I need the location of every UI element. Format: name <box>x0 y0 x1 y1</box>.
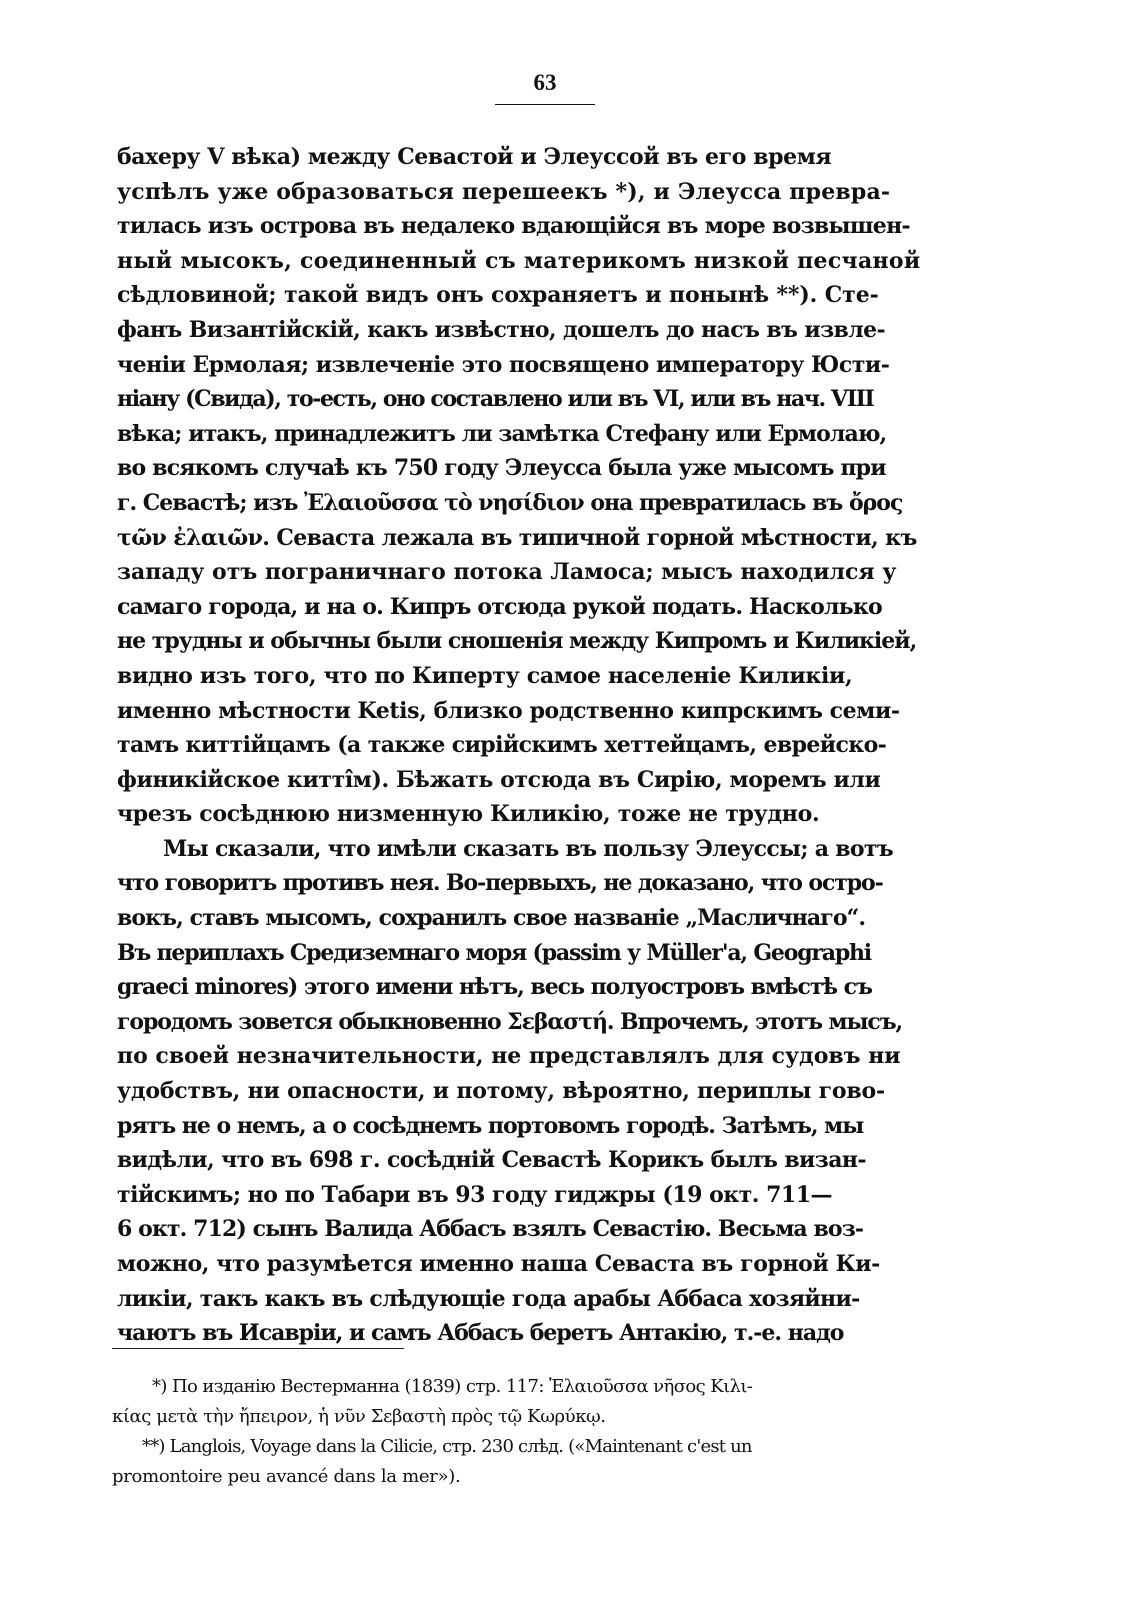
text-line: успѣлъ уже образоваться перешеекъ *), и Элеусса превра- <box>117 178 891 205</box>
text-line: не трудны и обычны были сношенія между Кипромъ и Киликіей, <box>117 628 917 655</box>
text-line: graeci minores) этого имени нѣтъ, весь полуостровъ вмѣстѣ съ <box>117 974 872 1001</box>
footnote-line: promontoire peu avancé dans la mer»). <box>112 1466 461 1487</box>
text-line: чаютъ въ Исавріи, и самъ Аббасъ беретъ Антакію, т.-е. надо <box>117 1320 844 1347</box>
text-line: можно, что разумѣется именно наша Севаста въ горной Ки- <box>117 1251 880 1277</box>
text-line: видѣли, что въ 698 г. сосѣдній Севастѣ Корикъ былъ визан- <box>117 1147 866 1174</box>
text-line: что говоритъ противъ нея. Во-первыхъ, не доказано, что остро- <box>117 870 883 897</box>
footnotes <box>112 1372 982 1492</box>
text-line: городомъ зовется обыкновенно Σεβαστή. Впрочемъ, этотъ мысъ, <box>117 1008 903 1035</box>
header-rule <box>495 104 595 105</box>
text-line: ніану (Свида), то-есть, оно составлено или въ VI, или въ нач. VIII <box>117 386 874 413</box>
text-line: бахеру V вѣка) между Севастой и Элеуссой въ его время <box>117 144 832 170</box>
footnote-separator <box>112 1348 404 1349</box>
text-line: финикійское киттîм). Бѣжать отсюда въ Сирію, моремъ или <box>117 766 881 793</box>
footnote-line: **) Langlois, Voyage dans la Cilicie, стр. 230 слѣд. («Maintenant c'est un <box>142 1436 752 1457</box>
body-text <box>117 140 977 1351</box>
text-line: по своей незначительности, не представлялъ для судовъ ни <box>117 1043 901 1070</box>
text-line: вокъ, ставъ мысомъ, сохранилъ свое названіе „Масличнаго“. <box>117 905 866 932</box>
text-line: видно изъ того, что по Киперту самое населеніе Киликіи, <box>117 662 853 689</box>
footnote-line: κίας μετὰ τὴν ἤπειρον, ἡ νῦν Σεβαστὴ πρὸς τῷ Κωρύκῳ. <box>112 1406 606 1427</box>
text-line: рятъ не о немъ, а о сосѣднемъ портовомъ городѣ. Затѣмъ, мы <box>117 1112 864 1139</box>
text-line: сѣдловиной; такой видъ онъ сохраняетъ и понынѣ **). Сте- <box>117 282 879 309</box>
text-line: западу отъ пограничнаго потока Ламоса; мысъ находился у <box>117 559 897 586</box>
text-line: τῶν ἐλαιῶν. Севаста лежала въ типичной горной мѣстности, къ <box>117 524 917 551</box>
text-line: чрезъ сосѣднюю низменную Киликію, тоже не трудно. <box>117 801 820 828</box>
text-line: Въ периплахъ Средиземнаго моря (passim у Müller'a, Geographi <box>117 939 871 966</box>
text-line: 6 окт. 712) сынъ Валида Аббасъ взялъ Севастію. Весьма воз- <box>117 1216 864 1243</box>
text-line: удобствъ, ни опасности, и потому, вѣроятно, периплы гово- <box>117 1078 885 1105</box>
text-line: фанъ Византійскій, какъ извѣстно, дошелъ до насъ въ извле- <box>117 316 886 343</box>
text-line: вѣка; итакъ, принадлежитъ ли замѣтка Стефану или Ермолаю, <box>117 420 887 447</box>
text-line: во всякомъ случаѣ къ 750 году Элеусса была уже мысомъ при <box>117 455 886 482</box>
text-line: самаго города, и на о. Кипръ отсюда рукой подать. Насколько <box>117 593 882 620</box>
text-line: именно мѣстности Ketis, близко родственно кипрскимъ семи- <box>117 697 900 724</box>
text-line: ченіи Ермолая; извлеченіе это посвящено императору Юсти- <box>117 351 890 378</box>
text-line: ликіи, такъ какъ въ слѣдующіе года арабы Аббаса хозяйни- <box>117 1285 860 1312</box>
footnote-line: *) По изданію Вестерманна (1839) стр. 117: Ἐλαιοῦσσα νῆσος Κιλι- <box>152 1376 753 1397</box>
text-line: Мы сказали, что имѣли сказать въ пользу Элеуссы; а вотъ <box>163 835 893 862</box>
text-line: тамъ киттійцамъ (а также сирійскимъ хеттейцамъ, еврейско- <box>117 732 887 759</box>
text-line: г. Севастѣ; изъ Ἐλαιοῦσσα τὸ νησίδιον она превратилась въ ὄρος <box>117 489 903 516</box>
text-line: тійскимъ; но по Табари въ 93 году гиджры (19 окт. 711— <box>117 1181 833 1208</box>
text-line: ный мысокъ, соединенный съ материкомъ низкой песчаной <box>117 247 921 274</box>
page-number: 63 <box>533 70 557 95</box>
text-line: тилась изъ острова въ недалеко вдающійся въ море возвышен- <box>117 213 910 240</box>
